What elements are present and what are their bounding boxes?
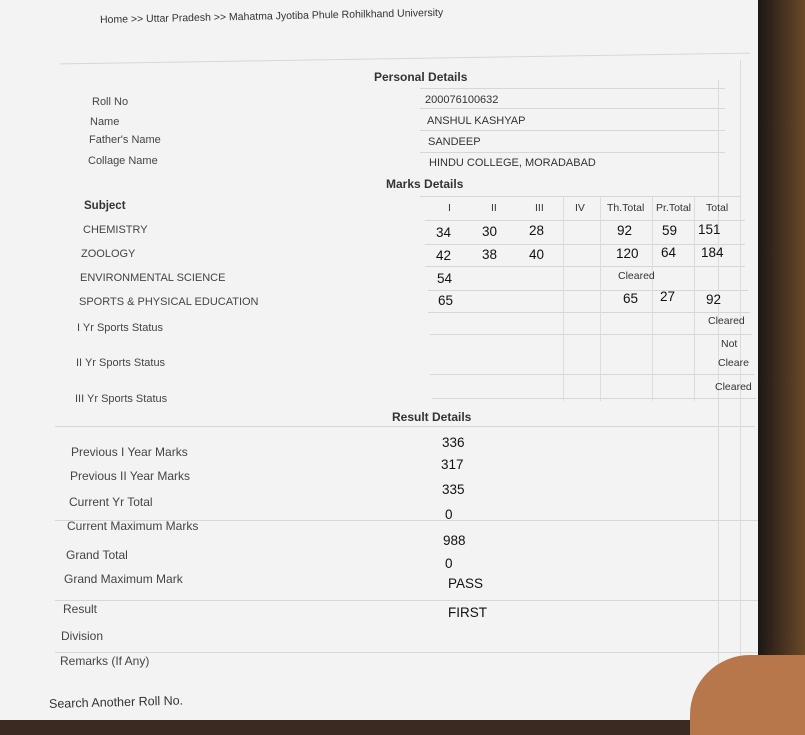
mark-cell: 30 [482,224,498,239]
th-total-cell: 65 [623,291,639,306]
subject-name: SPORTS & PHYSICAL EDUCATION [79,296,259,308]
column-header-th-total: Th.Total [607,202,645,214]
column-header-pr-total: Pr.Total [656,202,692,214]
total-cell: 151 [698,222,721,237]
breadcrumb-separator: >> [213,11,227,24]
divider [694,196,695,401]
breadcrumb-separator: >> [130,13,144,26]
result-value: 0 [445,556,453,571]
roll-no-label: Roll No [92,96,129,108]
result-details-heading: Result Details [392,410,472,424]
result-label: Current Maximum Marks [67,519,199,533]
divider [420,108,725,109]
personal-details-heading: Personal Details [374,70,468,84]
divider [432,398,756,399]
result-value: 317 [441,457,464,472]
divider [60,53,750,65]
th-total-cell: 92 [617,223,633,238]
th-total-cell: Cleared [618,270,655,282]
divider [600,196,601,401]
result-value: 335 [442,482,465,497]
background-fabric [758,0,805,720]
result-value: 988 [443,533,466,548]
pr-total-cell: 59 [662,223,678,238]
mark-cell: 34 [436,225,452,240]
result-label: Previous II Year Marks [70,469,191,483]
subject-name: CHEMISTRY [83,224,148,236]
result-value: 0 [445,507,453,522]
total-cell: 184 [701,245,724,260]
breadcrumb [100,7,443,26]
mark-cell: 28 [529,223,545,238]
subject-name: ZOOLOGY [81,248,136,260]
sports-status-label: III Yr Sports Status [75,393,168,405]
divider [420,88,725,89]
pr-total-cell: 27 [660,289,676,304]
breadcrumb-university[interactable]: Mahatma Jyotiba Phule Rohilkhand University [228,6,444,24]
result-label: Division [61,629,104,643]
divider [420,196,740,197]
pr-total-cell: 64 [661,245,677,260]
sports-status-label: I Yr Sports Status [77,322,164,334]
sports-status-value: Cleare [718,357,749,369]
subject-column-header: Subject [84,200,126,212]
divider [425,266,745,267]
mark-cell: 65 [438,293,454,308]
result-label: Remarks (If Any) [60,654,150,668]
divider [718,80,719,680]
divider [430,334,752,335]
mark-cell: 42 [436,248,452,263]
divider [55,652,760,653]
sports-status-value: Cleared [708,315,745,327]
subject-name: ENVIRONMENTAL SCIENCE [80,272,226,284]
roll-no-value: 200076100632 [425,94,499,106]
divider [425,244,745,245]
college-name-label: Collage Name [88,155,158,167]
column-header-iii: III [535,202,544,214]
divider [563,196,564,401]
name-label: Name [90,116,120,128]
father-name-value: SANDEEP [428,136,481,148]
mark-cell: 54 [437,271,453,286]
breadcrumb-home[interactable]: Home [99,13,129,26]
name-value: ANSHUL KASHYAP [427,115,526,127]
father-name-label: Father's Name [89,134,161,146]
mark-cell: 38 [482,247,498,262]
sports-status-value: Not [721,338,738,350]
divider [430,374,754,375]
divider [428,312,750,313]
marks-details-heading: Marks Details [386,177,464,191]
column-header-iv: IV [575,202,585,214]
divider [55,600,760,601]
result-value: PASS [448,576,484,591]
divider [652,196,653,401]
divider [425,220,745,221]
sports-status-label: II Yr Sports Status [76,357,166,369]
divider [428,290,748,291]
th-total-cell: 120 [616,246,639,261]
total-cell: 92 [706,292,722,307]
mark-cell: 40 [529,247,545,262]
result-label: Previous I Year Marks [71,445,188,459]
divider [740,60,741,680]
result-label: Grand Maximum Mark [64,572,183,586]
divider [420,152,725,153]
result-label: Grand Total [66,548,128,562]
sports-status-value: Cleared [715,381,752,393]
column-header-total: Total [706,202,729,214]
column-header-i: I [448,202,451,214]
search-another-roll-link[interactable]: Search Another Roll No. [48,693,184,711]
divider [420,130,725,131]
college-name-value: HINDU COLLEGE, MORADABAD [429,157,596,169]
result-value: FIRST [448,605,487,620]
result-label: Current Yr Total [69,495,153,509]
breadcrumb-state[interactable]: Uttar Pradesh [145,11,212,26]
divider [55,426,755,427]
result-label: Result [63,602,98,616]
column-header-ii: II [491,202,497,214]
result-value: 336 [442,435,465,450]
